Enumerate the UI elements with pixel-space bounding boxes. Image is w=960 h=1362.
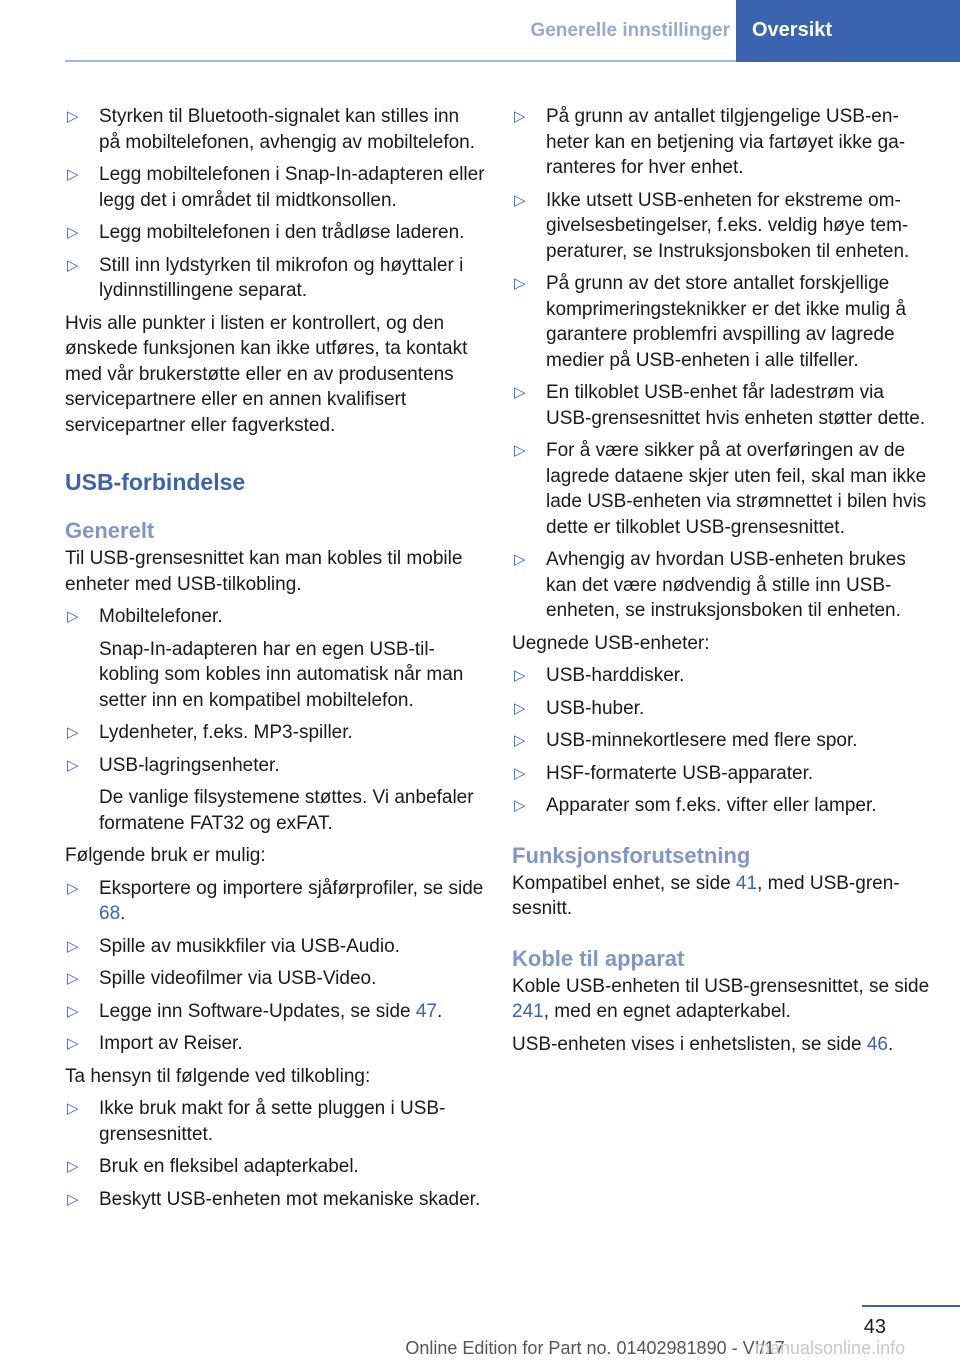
bullet-arrow-icon: ▷ bbox=[514, 699, 526, 717]
list-item: ▷ Still inn lydstyrken til mikrofon og høyttaler i lydinnstillingene separat. bbox=[67, 254, 464, 301]
bullet-arrow-icon: ▷ bbox=[67, 1100, 79, 1117]
bullet-arrow-icon: ▷ bbox=[514, 191, 526, 209]
list-item: ▷ Styrken til Bluetooth-signalet kan stilles inn på mobiltelefonen, avhengig av mobiltelefon. bbox=[67, 106, 476, 153]
bullet-arrow-icon: ▷ bbox=[67, 166, 79, 183]
left-column bbox=[65, 104, 485, 1219]
paragraph: Hvis alle punkter i listen er kontrollert, og den ønskede funksjonen kan ikke utføres, ta kontakt med vår brukerstøtte eller en av produsentens servicepartnere eller en annen kvalifisert servicepartner eller fagverksted. bbox=[65, 312, 468, 436]
list-item: ▷ Ikke utsett USB-enheten for ekstreme omgivelsesbetingelser, f.eks. veldig høye temperaturer, se Instruksjonsboken til enheten. bbox=[514, 189, 910, 262]
bullet-arrow-icon: ▷ bbox=[514, 551, 526, 568]
bullet-arrow-icon: ▷ bbox=[67, 256, 79, 274]
bullet-arrow-icon: ▷ bbox=[67, 879, 79, 897]
header-section-title: Generelle innstillinger bbox=[530, 20, 730, 41]
list-item: ▷ Spille av musikkfiler via USB-Audio. bbox=[65, 934, 485, 960]
bullet-arrow-icon: ▷ bbox=[67, 1035, 79, 1052]
page-link-41[interactable]: 41 bbox=[735, 872, 758, 894]
bullet-arrow-icon: ▷ bbox=[514, 667, 526, 684]
list-item: ▷ USB-harddisker. bbox=[512, 663, 932, 689]
paragraph: Uegnede USB-enheter: bbox=[512, 632, 710, 654]
list-item: ▷ USB-huber. bbox=[512, 696, 932, 722]
subsection-heading: Generelt bbox=[65, 518, 155, 543]
paragraph: Kompatibel enhet, se side 41, med USB-grensesnitt. bbox=[512, 872, 900, 919]
list-item: ▷ På grunn av antallet tilgjengelige USB-enheter kan en betjening via fartøyet ikke garanteres for hver enhet. bbox=[514, 106, 906, 178]
right-column bbox=[512, 104, 932, 1064]
page-link-241[interactable]: 241 bbox=[512, 1001, 544, 1022]
list-item: ▷ På grunn av det store antallet forskjellige komprimeringsteknikker er det ikke mulig å garantere problemfri avspilling av lagrede medier på USB-enheten i alle tilfeller. bbox=[514, 273, 907, 371]
page-number: 43 bbox=[863, 1316, 886, 1338]
list-item: ▷ Spille videofilmer via USB-Video. bbox=[65, 966, 485, 992]
list-item: ▷ USB-minnekortlesere med flere spor. bbox=[512, 728, 932, 754]
watermark: manualsonline.info bbox=[755, 1338, 906, 1358]
bullet-arrow-icon: ▷ bbox=[67, 970, 79, 987]
subsection-heading: Koble til apparat bbox=[512, 945, 685, 971]
list-item: ▷ Eksportere og importere sjåførprofiler, se side 68. bbox=[67, 877, 484, 924]
bullet-arrow-icon: ▷ bbox=[67, 1158, 79, 1175]
paragraph: Ta hensyn til følgende ved tilkobling: bbox=[65, 1065, 371, 1087]
subsection-heading: Funksjonsforutsetning bbox=[512, 842, 751, 868]
bullet-arrow-icon: ▷ bbox=[514, 384, 526, 401]
section-heading: USB-forbindelse bbox=[65, 469, 246, 495]
page-link-47[interactable]: 47 bbox=[415, 1000, 437, 1022]
list-item: ▷ Mobiltelefoner. Snap-In-adapteren har en egen USB-tilkobling som kobles inn automatisk når man setter inn en kompatibel mobiltelefon. bbox=[67, 606, 464, 711]
list-item: ▷ En tilkoblet USB-enhet får ladestrøm via USB-grensesnittet hvis enheten støtter dette. bbox=[514, 382, 926, 429]
bullet-arrow-icon: ▷ bbox=[514, 275, 526, 292]
header-tab-oversikt[interactable]: Oversikt bbox=[736, 0, 960, 62]
bullet-arrow-icon: ▷ bbox=[67, 756, 79, 774]
list-item: ▷ HSF-formaterte USB-apparater. bbox=[512, 761, 932, 787]
paragraph: USB-enheten vises i enhetslisten, se side 46. bbox=[512, 1033, 894, 1055]
bullet-arrow-icon: ▷ bbox=[67, 724, 79, 741]
footer-edition: Online Edition for Part no. 01402981890 - VI/17 bbox=[405, 1338, 785, 1358]
list-item: ▷ Ikke bruk makt for å sette pluggen i USB-grensesnittet. bbox=[67, 1098, 446, 1145]
page-link-68[interactable]: 68 bbox=[99, 903, 121, 924]
page-header bbox=[0, 0, 960, 62]
paragraph: Til USB-grensesnittet kan man kobles til mobile enheter med USB-tilkobling. bbox=[65, 548, 463, 595]
bullet-arrow-icon: ▷ bbox=[67, 1190, 79, 1208]
header-rule bbox=[65, 60, 736, 62]
bullet-arrow-icon: ▷ bbox=[514, 732, 526, 749]
bullet-arrow-icon: ▷ bbox=[67, 224, 79, 241]
page-link-46[interactable]: 46 bbox=[866, 1033, 888, 1055]
paragraph: Følgende bruk er mulig: bbox=[65, 845, 266, 866]
bullet-arrow-icon: ▷ bbox=[514, 764, 526, 782]
list-item: ▷ Import av Reiser. bbox=[65, 1031, 485, 1057]
list-item: ▷ Lydenheter, f.eks. MP3-spiller. bbox=[65, 720, 485, 746]
list-item: ▷ For å være sikker på at overføringen av de lagrede dataene skjer uten feil, skal man ikke lade USB-enheten via strømnettet i bilen hvis dette er tilkoblet USB-grensesnittet. bbox=[514, 440, 927, 538]
list-item: ▷ Legg mobiltelefonen i Snap-In-adapteren eller legg det i området til midtkonsollen. bbox=[67, 164, 485, 211]
bullet-arrow-icon: ▷ bbox=[514, 442, 526, 459]
bullet-arrow-icon: ▷ bbox=[67, 937, 79, 955]
bullet-arrow-icon: ▷ bbox=[67, 1002, 79, 1020]
list-item: ▷ Legg mobiltelefonen i den trådløse laderen. bbox=[65, 220, 485, 246]
bullet-arrow-icon: ▷ bbox=[67, 608, 79, 625]
list-item: ▷ Beskytt USB-enheten mot mekaniske skader. bbox=[65, 1187, 485, 1213]
bullet-arrow-icon: ▷ bbox=[67, 108, 79, 125]
list-item: ▷ Legge inn Software-Updates, se side 47. bbox=[65, 999, 485, 1025]
paragraph: Koble USB-enheten til USB-grensesnittet, se side 241, med en egnet adapterkabel. bbox=[512, 975, 930, 1022]
bullet-arrow-icon: ▷ bbox=[514, 797, 526, 814]
bullet-arrow-icon: ▷ bbox=[514, 108, 526, 125]
list-item: ▷ Bruk en fleksibel adapterkabel. bbox=[65, 1154, 485, 1180]
list-item: ▷ Apparater som f.eks. vifter eller lamper. bbox=[512, 793, 932, 819]
footer-rule bbox=[862, 1305, 960, 1307]
list-item: ▷ Avhengig av hvordan USB-enheten brukes kan det være nødvendig å stille inn USB-enheten, se instruksjonsboken til enheten. bbox=[514, 549, 906, 621]
list-item: ▷ USB-lagringsenheter. De vanlige filsystemene støttes. Vi anbefaler formatene FAT32 og exFAT. bbox=[67, 754, 474, 834]
